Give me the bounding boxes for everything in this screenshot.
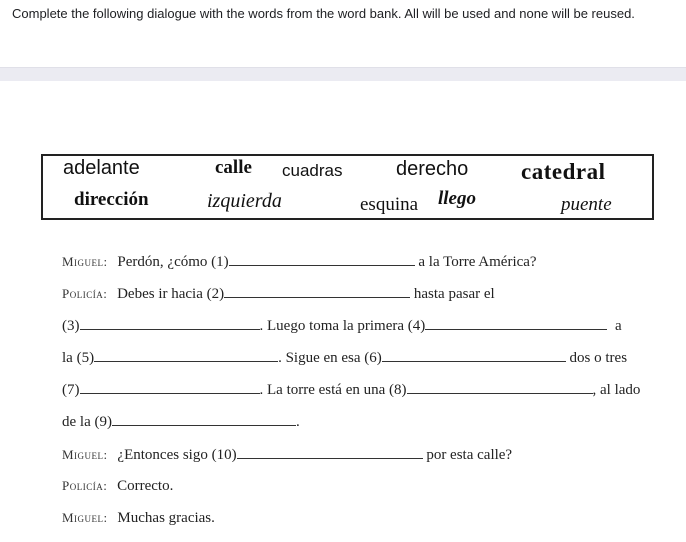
blank-1[interactable] [229,253,415,266]
dialogue-line-3 [62,317,622,335]
line-text: por esta calle? [426,447,513,463]
line-text: Correcto. [117,478,174,494]
line-text: . Luego toma la primera (4) [259,318,426,334]
speaker-label: Miguel: [62,254,108,269]
dialogue-line-5 [62,381,640,399]
instructions-text: Complete the following dialogue with the words from the word bank. All will be used and none will be reused. [12,6,635,21]
line-text: hasta pasar el [413,286,495,302]
line-text: (7) [62,382,80,398]
line-text: Debes ir hacia (2) [117,286,225,302]
blank-7[interactable] [80,381,260,394]
line-text: a [615,318,622,334]
word-puente: puente [561,194,612,215]
word-llego: llego [438,188,476,209]
dialogue-line-4 [62,349,627,367]
blank-8[interactable] [407,381,593,394]
word-catedral: catedral [521,159,606,184]
line-text: , al lado [592,382,641,398]
blank-10[interactable] [237,446,423,459]
word-direccion: dirección [74,189,149,210]
speaker-label: Miguel: [62,510,108,525]
line-text: Perdón, ¿cómo (1) [117,254,229,270]
word-calle: calle [215,157,252,178]
dialogue-line-2 [62,285,495,303]
blank-3[interactable] [80,317,260,330]
word-cuadras: cuadras [282,161,343,180]
line-text: . La torre está en una (8) [259,382,407,398]
speaker-label: Policía: [62,478,108,493]
word-adelante: adelante [63,157,140,179]
blank-5[interactable] [94,349,278,362]
line-text: a la Torre América? [418,254,537,270]
line-text: dos o tres [569,350,628,366]
line-text: (3) [62,318,80,334]
blank-4[interactable] [425,317,607,330]
blank-6[interactable] [382,349,566,362]
dialogue-line-8 [62,478,173,495]
dialogue-line-7 [62,446,512,464]
dialogue-line-9 [62,510,215,527]
blank-9[interactable] [112,413,296,426]
blank-2[interactable] [224,285,410,298]
line-text: . [295,414,300,430]
speaker-label: Policía: [62,286,108,301]
line-text: de la (9) [62,414,112,430]
line-text: ¿Entonces sigo (10) [117,447,237,463]
dialogue-line-6 [62,413,300,431]
word-derecho: derecho [396,158,469,180]
line-text: . Sigue en esa (6) [278,350,382,366]
word-esquina: esquina [360,194,419,215]
speaker-label: Miguel: [62,447,108,462]
word-izquierda: izquierda [207,190,282,212]
line-text: la (5) [62,350,95,366]
dialogue-line-1 [62,253,537,271]
line-text: Muchas gracias. [117,510,215,526]
